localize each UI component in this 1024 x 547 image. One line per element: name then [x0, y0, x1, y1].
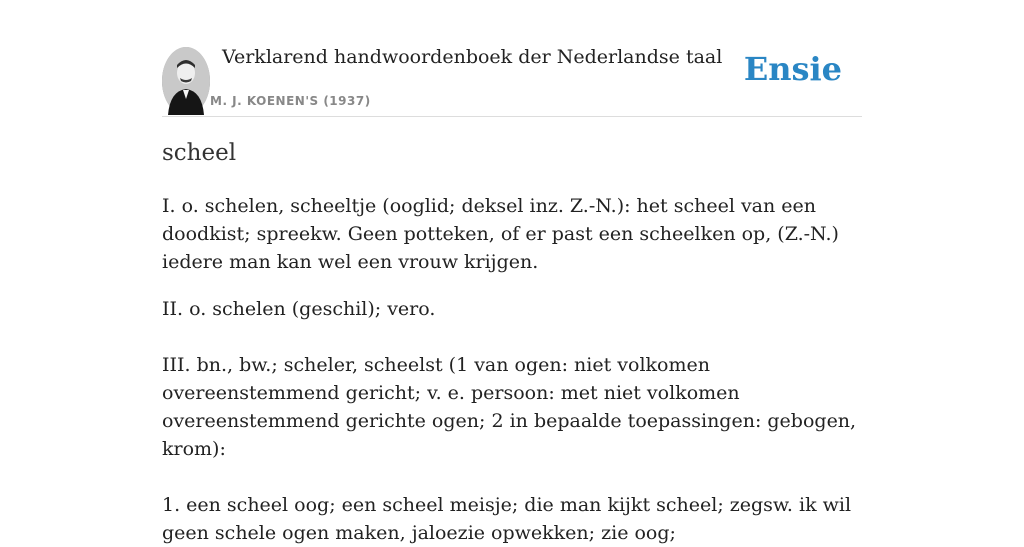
sense-paragraph: III. bn., bw.; scheler, scheelst (1 van ogen: niet volkomen overeenstemmend gericht; v. e. persoon: met niet volkomen overeenstemmend gerichte ogen; 2 in bepaalde toepassingen: gebogen, krom): [162, 354, 857, 460]
portrait-image-icon [162, 47, 210, 115]
entry-body [162, 192, 862, 547]
sense-paragraph: II. o. schelen (geschil); vero. [162, 298, 436, 320]
headword: scheel [162, 140, 237, 166]
author-portrait [162, 47, 210, 115]
author-label: M. J. KOENEN'S (1937) [210, 94, 371, 108]
site-logo[interactable]: Ensie [743, 50, 842, 88]
sense-paragraph: 1. een scheel oog; een scheel meisje; die man kijkt scheel; zegsw. ik wil geen schele ogen maken, jaloezie opwekken; zie oog; [162, 494, 852, 544]
sense-paragraph: I. o. schelen, scheeltje (ooglid; deksel inz. Z.-N.): het scheel van een doodkist; spreekw. Geen potteken, of er past een scheelken op, (Z.-N.) iedere man kan wel een vrouw krijgen. [162, 195, 839, 273]
header [162, 0, 862, 117]
book-title: Verklarend handwoordenboek der Nederlandse taal [222, 46, 723, 68]
